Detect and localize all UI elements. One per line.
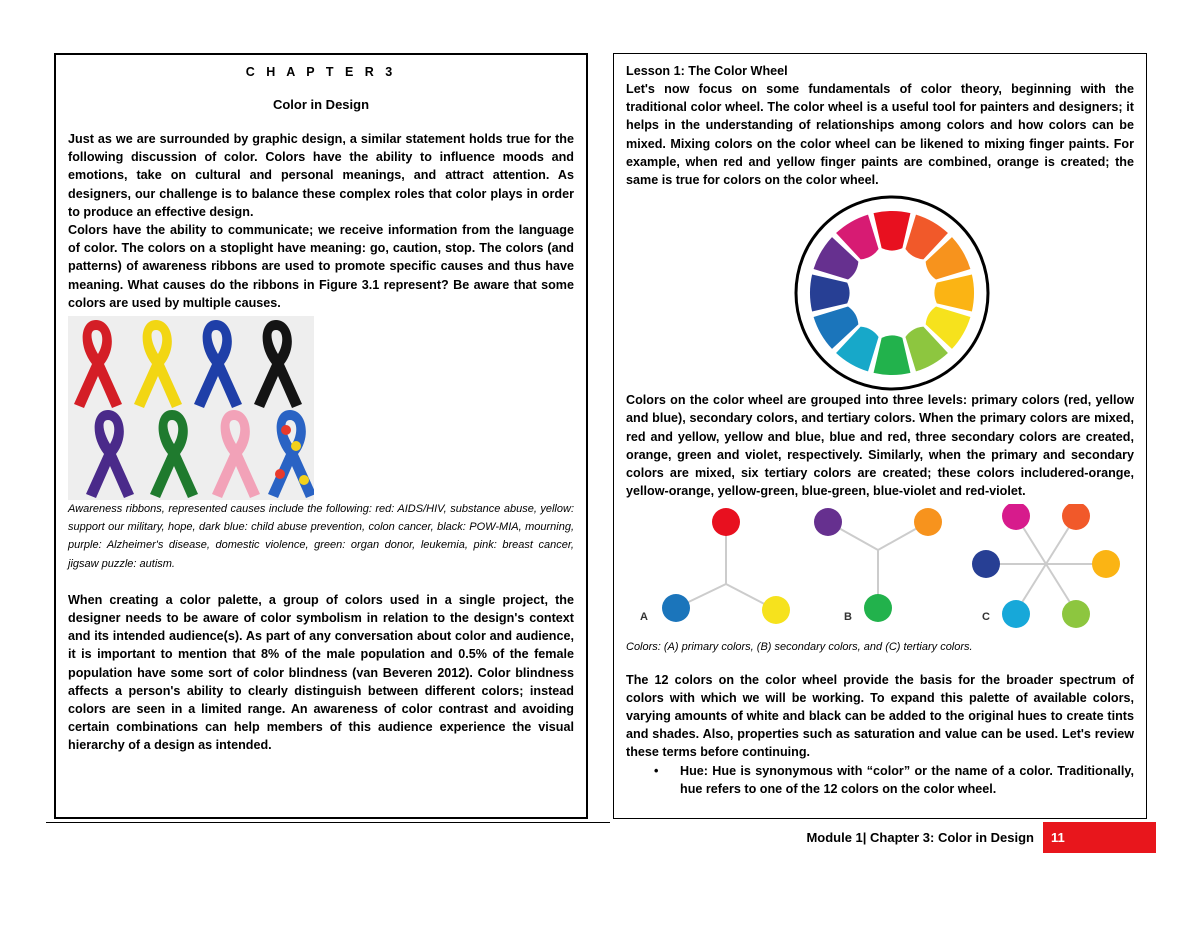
secondary-orange-dot xyxy=(914,508,942,536)
right-page-panel xyxy=(613,53,1147,819)
tertiary-blue-violet-dot xyxy=(972,550,1000,578)
palette-paragraph: When creating a color palette, a group of colors used in a single project, the designer needs to be aware of color symbolism in relation to the design's context and its intended audience(s). As part of any conversation about color and audience, it is important to mention that 8% of the male population and 0.5% of the female population have some sort of color blindness (van Beveren 2012). Color blindness affects a person's ability to clearly distinguish between different colors; instead colors are seen in a limited range. An awareness of color contrast and avoiding certain combinations can help members of this audience experience the visual hierarchy of a design as intended. xyxy=(68,592,574,753)
group-label-a: A xyxy=(640,611,648,624)
ribbon-blue xyxy=(194,320,242,408)
footer-rule xyxy=(46,822,610,823)
hue-term-item xyxy=(654,762,1134,798)
hue-term-text: Hue: Hue is synonymous with “color” or the name of a color. Traditionally, hue refers to one of the 12 colors on the color wheel. xyxy=(680,763,1134,796)
chapter-title: Color in Design xyxy=(272,97,370,112)
color-groups-figure xyxy=(626,504,1136,638)
primary-red-dot xyxy=(712,508,740,536)
lesson-title: Lesson 1: The Color Wheel xyxy=(626,64,788,78)
ribbon-purple xyxy=(86,410,134,498)
group-label-b: B xyxy=(844,611,852,624)
intro-paragraph: Just as we are surrounded by graphic design, a similar statement holds true for the following discussion of color. Colors have the ability to influence moods and emotions, take on cultural and personal meanings, and attract attention. As designers, our challenge is to balance these complex roles that color plays in order to produce an effective design. xyxy=(68,132,574,219)
secondary-violet-dot xyxy=(814,508,842,536)
page-number: 11 xyxy=(1051,830,1065,845)
page-number-badge xyxy=(1043,822,1156,853)
color-groups-caption: Colors: (A) primary colors, (B) secondary colors, and (C) tertiary colors. xyxy=(626,641,973,654)
chapter-label: C H A P T E R 3 xyxy=(245,65,397,79)
group-label-c: C xyxy=(982,611,990,624)
color-wheel-figure xyxy=(626,195,1126,391)
communication-paragraph: Colors have the ability to communicate; we receive information from the language of color. The colors on a stoplight have meaning: go, caution, stop. The colors (and patterns) of awareness ribbons are used to promote specific causes and thus have meaning. What causes do the ribbons in Figure 3.1 represent? Be aware that some colors are used by multiple causes. xyxy=(68,223,574,310)
secondary-green-dot xyxy=(864,594,892,622)
primary-blue-dot xyxy=(662,594,690,622)
ribbon-puzzle xyxy=(268,410,314,498)
color-wheel-intro-paragraph: Let's now focus on some fundamentals of color theory, beginning with the traditional color wheel. The color wheel is a useful tool for painters and designers; it helps in the understanding of relationships among colors and how colors can be mixed. Mixing colors on the color wheel can be likened to mixing finger paints. For example, when red and yellow finger paints are combined, orange is created; the same is true for colors on the color wheel. xyxy=(626,82,1134,188)
group-b-secondary xyxy=(828,522,928,604)
footer-label: Module 1| Chapter 3: Color in Design xyxy=(806,830,1034,845)
tertiary-red-violet-dot xyxy=(1002,504,1030,530)
ribbons-caption: Awareness ribbons, represented causes include the following: red: AIDS/HIV, substance abuse, yellow: support our military, hope, dark blue: child abuse prevention, colon cancer, black: POW-MIA, mourning, purple: Alzheimer's disease, domestic violence, green: organ donor, leukemia, pink: breast cancer, jigsaw puzzle: autism. xyxy=(68,503,574,570)
ribbon-black xyxy=(254,320,302,408)
left-page-panel xyxy=(54,53,588,819)
terms-list xyxy=(626,762,1134,798)
bullet-icon: • xyxy=(654,763,659,778)
awareness-ribbons-image xyxy=(68,316,314,500)
spectrum-paragraph: The 12 colors on the color wheel provide the basis for the broader spectrum of colors with which we will be working. To expand this palette of available colors, varying amounts of white and black can be added to the original hues to create tints and shades. Also, properties such as saturation and value can be used. Let's review these terms before continuing. xyxy=(626,672,1134,760)
ribbon-green xyxy=(150,410,198,498)
ribbon-yellow xyxy=(134,320,182,408)
group-c-tertiary xyxy=(986,516,1106,612)
ribbon-red xyxy=(74,320,122,408)
tertiary-yellow-green-dot xyxy=(1062,600,1090,628)
color-levels-paragraph: Colors on the color wheel are grouped into three levels: primary colors (red, yellow and blue), secondary colors, and tertiary colors. When the primary colors are mixed, red and yellow, yellow and blue, blue and red, three secondary colors are created, orange, green and violet, respectively. Similarly, when the primary and secondary colors are mixed, six tertiary colors are created; these colors includered-orange, yellow-orange, yellow-green, blue-green, blue-violet and red-violet. xyxy=(626,393,1134,499)
tertiary-blue-green-dot xyxy=(1002,600,1030,628)
color-wheel xyxy=(626,195,1126,391)
primary-yellow-dot xyxy=(762,596,790,624)
tertiary-red-orange-dot xyxy=(1062,504,1090,530)
ribbon-pink xyxy=(212,410,260,498)
tertiary-yellow-orange-dot xyxy=(1092,550,1120,578)
